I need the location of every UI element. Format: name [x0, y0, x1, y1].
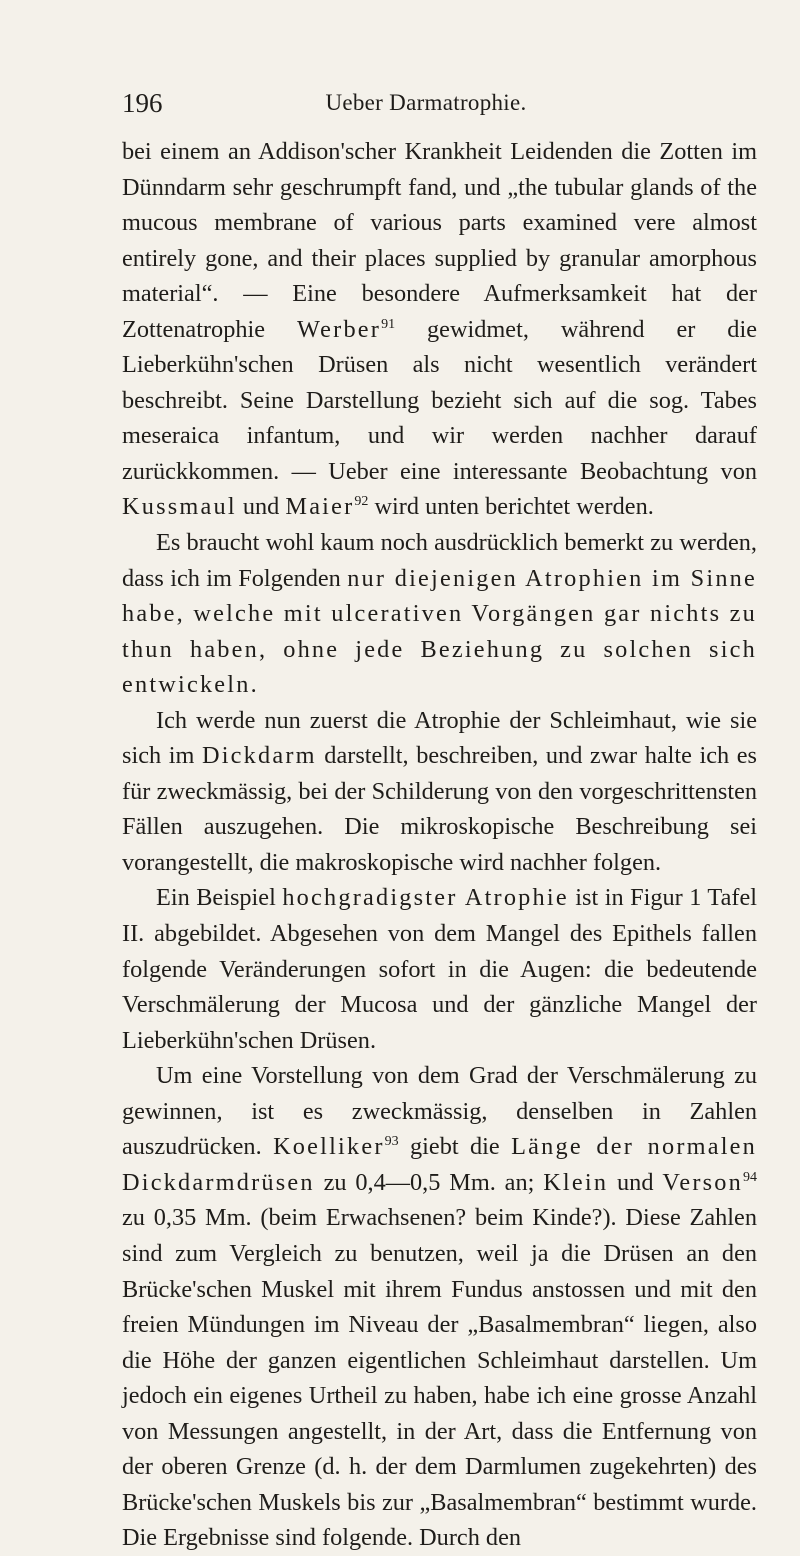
text-run: wird unten berichtet werden.: [368, 493, 654, 521]
text-run: bei einem an Addison'scher Krankheit Leidenden die Zotten im Dünndarm sehr geschrumpft fand, und „the tubular glands of the mucous membrane of various parts examined vere almost entirely gone, and their places supplied by granular amorphous material“. — Eine besondere Aufmerksamkeit hat der Zottenatrophie: [122, 138, 757, 343]
spaced-text: nur diejenigen Atrophien im Sinne habe, welche mit ulcerativen Vorgängen gar nichts zu thun haben, ohne jede Beziehung zu solchen sich entwickeln.: [122, 564, 758, 699]
spaced-text: Dickdarm: [201, 742, 317, 770]
paragraph: [122, 703, 757, 881]
body-text: [122, 134, 757, 1556]
text-run: und: [608, 1168, 663, 1196]
spaced-text: Koelliker: [273, 1133, 385, 1161]
spaced-text: Klein: [543, 1168, 609, 1196]
text-run: Ein Beispiel: [156, 884, 283, 912]
paragraph: [122, 1058, 757, 1556]
paragraph: [122, 134, 757, 525]
page-header: [122, 88, 730, 128]
spaced-text: hochgradigster Atrophie: [282, 884, 569, 912]
footnote-ref: 93: [384, 1134, 399, 1150]
spaced-text: Werber: [296, 315, 382, 343]
footnote-ref: 91: [381, 316, 396, 332]
page-number: 196: [122, 88, 163, 118]
spaced-text: Maier: [285, 493, 355, 521]
spaced-text: Verson: [662, 1168, 743, 1196]
spaced-text: Länge der normalen Dickdarmdrüsen: [122, 1133, 757, 1196]
text-run: zu 0,4—0,5 Mm. an;: [314, 1168, 544, 1196]
text-run: Um eine Vorstellung von dem Grad der Verschmälerung zu gewinnen, ist es zweckmässig, denselben in Zahlen auszudrücken.: [122, 1062, 757, 1161]
footnote-ref: 92: [354, 494, 369, 510]
footnote-ref: 94: [743, 1169, 757, 1185]
text-run: ist in Figur 1 Tafel II. abgebildet. Abgesehen von dem Mangel des Epithels fallen folgende Veränderungen sofort in die Augen: die bedeutende Verschmälerung der Mucosa und der gänzliche Mangel der Lieberkühn'schen Drüsen.: [122, 884, 757, 1054]
text-run: Es braucht wohl kaum noch ausdrücklich bemerkt zu werden, dass ich im Folgenden: [122, 529, 757, 592]
paragraph: [122, 880, 757, 1058]
text-run: Ich werde nun zuerst die Atrophie der Schleimhaut, wie sie sich im: [122, 706, 757, 770]
text-run: zu 0,35 Mm. (beim Erwachsenen? beim Kinde?). Diese Zahlen sind zum Vergleich zu benutzen, weil ja die Drüsen an den Brücke'schen Muskel mit ihrem Fundus anstossen und mit den freien Mündungen im Niveau der „Basalmembran“ liegen, also die Höhe der ganzen eigentlichen Schleimhaut darstellen. Um jedoch ein eigenes Urtheil zu haben, habe ich eine grosse Anzahl von Messungen angestellt, in der Art, dass die Entfernung von der oberen Grenze (d. h. der dem Darmlumen zugekehrten) des Brücke'schen Muskels bis zur „Basalmembran“ bestimmt wurde. Die Ergebnisse sind folgende. Durch den: [122, 1204, 757, 1552]
spaced-text: Kussmaul: [122, 493, 237, 521]
text-run: giebt die: [398, 1133, 512, 1161]
running-title: Ueber Darmatrophie.: [325, 90, 527, 115]
text-run: und: [236, 493, 286, 521]
text-run: gewidmet, während er die Lieberkühn'schen Drüsen als nicht wesentlich verändert beschreibt. Seine Darstellung bezieht sich auf die sog. Tabes meseraica infantum, und wir werden nachher darauf zurückkommen. — Ueber eine interessante Beobachtung von: [122, 315, 757, 485]
text-run: darstellt, beschreiben, und zwar halte ich es für zweckmässig, bei der Schilderung von den vorgeschrittensten Fällen auszugehen. Die mikroskopische Beschreibung sei vorangestellt, die makroskopische wird nachher folgen.: [122, 742, 757, 876]
paragraph: [122, 525, 757, 703]
